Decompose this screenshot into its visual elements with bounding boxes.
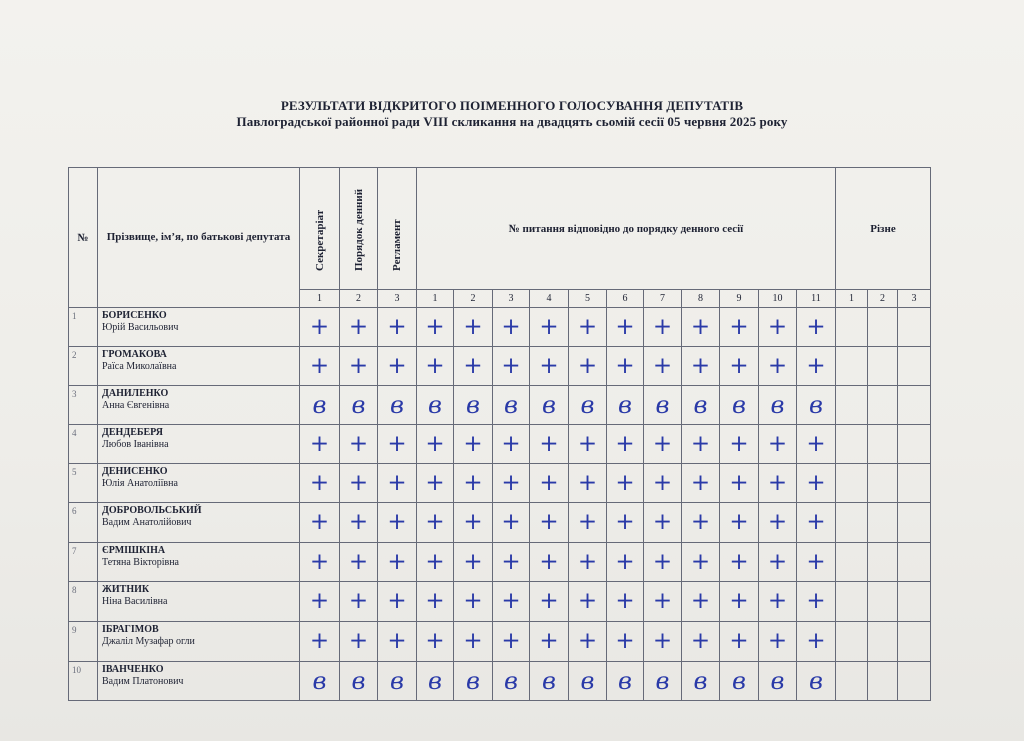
- misc-vote-cell: [898, 543, 931, 582]
- vote-mark: +: [797, 503, 836, 543]
- deputy-given-names: Джаліл Музафар огли: [102, 636, 195, 647]
- deputy-name: [98, 503, 300, 543]
- vote-mark: +: [493, 543, 530, 582]
- vote-mark: +: [530, 464, 569, 503]
- deputy-given-names: Ніна Василівна: [102, 596, 168, 607]
- misc-vote-cell: [836, 308, 868, 347]
- misc-vote-cell: [898, 425, 931, 464]
- vote-mark: в: [569, 662, 607, 701]
- subheader-procedural-3: 3: [378, 290, 417, 308]
- misc-vote-cell: [898, 582, 931, 622]
- misc-vote-cell: [898, 622, 931, 662]
- vote-mark: +: [569, 425, 607, 464]
- deputy-surname: ІБРАГІМОВ: [102, 624, 159, 635]
- vote-mark: +: [797, 347, 836, 386]
- vote-mark: в: [417, 386, 454, 425]
- deputy-surname: ДАНИЛЕНКО: [102, 388, 169, 399]
- subheader-misc-2: 2: [868, 290, 898, 308]
- misc-vote-cell: [836, 425, 868, 464]
- deputy-given-names: Раїса Миколаївна: [102, 361, 177, 372]
- table-row: [69, 308, 931, 347]
- deputy-surname: ДЕНИСЕНКО: [102, 466, 168, 477]
- vote-mark: +: [682, 308, 720, 347]
- vote-mark: +: [797, 308, 836, 347]
- vote-mark: +: [759, 543, 797, 582]
- vote-mark: +: [720, 582, 759, 622]
- vote-mark: +: [378, 543, 417, 582]
- header-secretariat-label: Секретаріат: [313, 209, 326, 271]
- deputy-surname: ЄРМІШКІНА: [102, 545, 166, 556]
- vote-mark: в: [759, 386, 797, 425]
- deputy-given-names: Тетяна Вікторівна: [102, 557, 179, 568]
- deputy-surname: ІВАНЧЕНКО: [102, 664, 164, 675]
- vote-mark: в: [454, 386, 493, 425]
- row-number: 4: [69, 425, 98, 464]
- vote-mark: +: [720, 503, 759, 543]
- vote-mark: +: [607, 347, 644, 386]
- vote-mark: +: [454, 308, 493, 347]
- row-number: 2: [69, 347, 98, 386]
- table-row: [69, 543, 931, 582]
- deputy-given-names: Вадим Анатолійович: [102, 517, 192, 528]
- vote-mark: +: [569, 308, 607, 347]
- misc-vote-cell: [868, 347, 898, 386]
- subheader-misc-3: 3: [898, 290, 931, 308]
- table-row: [69, 386, 931, 425]
- vote-mark: +: [454, 425, 493, 464]
- row-number: 6: [69, 503, 98, 543]
- header-agenda-items: № питання відповідно до порядку денного сесії: [417, 168, 836, 290]
- subheader-item-5: 5: [569, 290, 607, 308]
- vote-mark: в: [759, 662, 797, 701]
- misc-vote-cell: [898, 464, 931, 503]
- vote-mark: в: [493, 662, 530, 701]
- deputy-name: [98, 425, 300, 464]
- subheader-misc-1: 1: [836, 290, 868, 308]
- vote-mark: +: [454, 582, 493, 622]
- vote-mark: +: [340, 464, 378, 503]
- vote-mark: +: [340, 622, 378, 662]
- row-number: 3: [69, 386, 98, 425]
- subheader-item-4: 4: [530, 290, 569, 308]
- vote-mark: +: [300, 464, 340, 503]
- subheader-item-6: 6: [607, 290, 644, 308]
- vote-mark: +: [530, 622, 569, 662]
- vote-mark: +: [569, 464, 607, 503]
- header-agenda: [340, 168, 378, 290]
- vote-mark: +: [682, 464, 720, 503]
- vote-mark: +: [759, 464, 797, 503]
- vote-mark: +: [644, 582, 682, 622]
- misc-vote-cell: [898, 662, 931, 701]
- vote-mark: +: [454, 543, 493, 582]
- vote-mark: +: [569, 543, 607, 582]
- vote-mark: в: [300, 386, 340, 425]
- header-misc: Різне: [836, 168, 931, 290]
- vote-mark: +: [720, 622, 759, 662]
- header-row: [69, 168, 931, 290]
- subheader-procedural-2: 2: [340, 290, 378, 308]
- vote-mark: +: [493, 308, 530, 347]
- vote-mark: +: [417, 582, 454, 622]
- vote-mark: +: [720, 464, 759, 503]
- vote-mark: +: [378, 503, 417, 543]
- vote-mark: +: [797, 425, 836, 464]
- vote-mark: +: [454, 622, 493, 662]
- deputy-given-names: Любов Іванівна: [102, 439, 169, 450]
- vote-mark: +: [682, 503, 720, 543]
- deputy-given-names: Юлія Анатоліївна: [102, 478, 178, 489]
- vote-mark: +: [300, 347, 340, 386]
- vote-mark: в: [682, 662, 720, 701]
- misc-vote-cell: [836, 582, 868, 622]
- vote-mark: в: [797, 386, 836, 425]
- vote-mark: +: [682, 582, 720, 622]
- misc-vote-cell: [898, 386, 931, 425]
- header-agenda-label: Порядок денний: [352, 188, 365, 271]
- header-name: Прізвище, ім’я, по батькові депутата: [98, 168, 300, 308]
- vote-mark: +: [644, 464, 682, 503]
- deputy-given-names: Вадим Платонович: [102, 676, 184, 687]
- vote-mark: +: [530, 308, 569, 347]
- deputy-name: [98, 386, 300, 425]
- header-number: №: [69, 168, 98, 308]
- vote-mark: +: [644, 543, 682, 582]
- vote-mark: +: [530, 543, 569, 582]
- vote-mark: +: [797, 622, 836, 662]
- vote-mark: +: [720, 308, 759, 347]
- vote-mark: +: [417, 425, 454, 464]
- misc-vote-cell: [836, 622, 868, 662]
- vote-mark: +: [300, 308, 340, 347]
- vote-mark: в: [493, 386, 530, 425]
- subheader-item-1: 1: [417, 290, 454, 308]
- misc-vote-cell: [836, 503, 868, 543]
- vote-mark: в: [340, 386, 378, 425]
- vote-mark: +: [300, 582, 340, 622]
- row-number: 8: [69, 582, 98, 622]
- vote-mark: +: [454, 503, 493, 543]
- deputy-name: [98, 543, 300, 582]
- subheader-item-11: 11: [797, 290, 836, 308]
- vote-mark: +: [417, 308, 454, 347]
- document-title: РЕЗУЛЬТАТИ ВІДКРИТОГО ПОІМЕННОГО ГОЛОСУВАННЯ ДЕПУТАТІВ: [280, 98, 744, 113]
- misc-vote-cell: [836, 386, 868, 425]
- voting-results-table: [68, 167, 931, 701]
- subheader-item-3: 3: [493, 290, 530, 308]
- vote-mark: +: [569, 582, 607, 622]
- vote-mark: +: [644, 503, 682, 543]
- vote-mark: в: [644, 386, 682, 425]
- vote-mark: +: [797, 582, 836, 622]
- deputy-surname: ДОБРОВОЛЬСЬКИЙ: [102, 505, 202, 516]
- row-number: 5: [69, 464, 98, 503]
- vote-mark: в: [378, 386, 417, 425]
- misc-vote-cell: [868, 582, 898, 622]
- deputy-name: [98, 308, 300, 347]
- vote-mark: в: [530, 662, 569, 701]
- vote-mark: +: [530, 582, 569, 622]
- vote-mark: +: [644, 347, 682, 386]
- deputy-name: [98, 582, 300, 622]
- vote-mark: +: [682, 347, 720, 386]
- misc-vote-cell: [836, 543, 868, 582]
- vote-mark: +: [759, 425, 797, 464]
- vote-mark: +: [607, 425, 644, 464]
- vote-mark: в: [682, 386, 720, 425]
- vote-mark: +: [493, 622, 530, 662]
- table-row: [69, 347, 931, 386]
- vote-mark: +: [720, 425, 759, 464]
- vote-mark: +: [417, 622, 454, 662]
- vote-mark: +: [417, 543, 454, 582]
- vote-mark: +: [607, 308, 644, 347]
- vote-mark: +: [569, 347, 607, 386]
- vote-mark: в: [454, 662, 493, 701]
- vote-mark: +: [493, 425, 530, 464]
- table-row: [69, 582, 931, 622]
- vote-mark: +: [644, 622, 682, 662]
- vote-mark: +: [682, 543, 720, 582]
- vote-mark: +: [682, 622, 720, 662]
- vote-mark: +: [569, 503, 607, 543]
- row-number: 7: [69, 543, 98, 582]
- misc-vote-cell: [898, 308, 931, 347]
- subheader-item-2: 2: [454, 290, 493, 308]
- vote-mark: +: [417, 464, 454, 503]
- row-number: 1: [69, 308, 98, 347]
- vote-mark: +: [607, 622, 644, 662]
- vote-mark: в: [378, 662, 417, 701]
- vote-mark: +: [493, 464, 530, 503]
- vote-mark: +: [340, 347, 378, 386]
- vote-mark: +: [759, 582, 797, 622]
- table-row: [69, 622, 931, 662]
- table-row: [69, 662, 931, 701]
- table-row: [69, 503, 931, 543]
- deputy-name: [98, 622, 300, 662]
- vote-mark: +: [720, 543, 759, 582]
- vote-mark: +: [720, 347, 759, 386]
- deputy-surname: ГРОМАКОВА: [102, 349, 167, 360]
- subheader-procedural-1: 1: [300, 290, 340, 308]
- vote-mark: +: [759, 503, 797, 543]
- vote-mark: +: [607, 503, 644, 543]
- vote-mark: +: [607, 464, 644, 503]
- header-regulations-label: Регламент: [391, 219, 403, 271]
- vote-mark: +: [454, 464, 493, 503]
- vote-mark: +: [493, 582, 530, 622]
- vote-mark: +: [759, 347, 797, 386]
- vote-mark: +: [378, 622, 417, 662]
- vote-mark: +: [300, 503, 340, 543]
- vote-mark: +: [378, 425, 417, 464]
- misc-vote-cell: [868, 662, 898, 701]
- misc-vote-cell: [868, 425, 898, 464]
- misc-vote-cell: [898, 503, 931, 543]
- vote-mark: +: [378, 308, 417, 347]
- vote-mark: +: [797, 543, 836, 582]
- vote-mark: +: [340, 543, 378, 582]
- misc-vote-cell: [836, 464, 868, 503]
- vote-mark: +: [493, 347, 530, 386]
- vote-mark: в: [417, 662, 454, 701]
- table-row: [69, 464, 931, 503]
- misc-vote-cell: [836, 347, 868, 386]
- deputy-surname: ДЕНДЕБЕРЯ: [102, 427, 163, 438]
- vote-mark: +: [454, 347, 493, 386]
- misc-vote-cell: [836, 662, 868, 701]
- deputy-surname: БОРИСЕНКО: [102, 310, 167, 321]
- vote-mark: +: [417, 503, 454, 543]
- row-number: 10: [69, 662, 98, 701]
- vote-mark: +: [340, 308, 378, 347]
- table-row: [69, 425, 931, 464]
- vote-mark: +: [682, 425, 720, 464]
- vote-mark: +: [797, 464, 836, 503]
- subheader-item-10: 10: [759, 290, 797, 308]
- vote-mark: +: [607, 582, 644, 622]
- vote-mark: в: [797, 662, 836, 701]
- vote-mark: в: [720, 386, 759, 425]
- vote-mark: +: [759, 308, 797, 347]
- vote-mark: +: [530, 503, 569, 543]
- vote-mark: +: [378, 582, 417, 622]
- vote-mark: +: [378, 464, 417, 503]
- vote-mark: +: [300, 543, 340, 582]
- vote-mark: в: [607, 386, 644, 425]
- subheader-item-9: 9: [720, 290, 759, 308]
- misc-vote-cell: [868, 622, 898, 662]
- misc-vote-cell: [868, 543, 898, 582]
- misc-vote-cell: [868, 308, 898, 347]
- header-secretariat: [300, 168, 340, 290]
- vote-mark: +: [378, 347, 417, 386]
- vote-mark: +: [300, 425, 340, 464]
- row-number: 9: [69, 622, 98, 662]
- deputy-surname: ЖИТНИК: [102, 584, 150, 595]
- deputy-given-names: Юрій Васильович: [102, 322, 179, 333]
- misc-vote-cell: [868, 464, 898, 503]
- vote-mark: +: [340, 425, 378, 464]
- vote-mark: в: [720, 662, 759, 701]
- vote-mark: в: [530, 386, 569, 425]
- subheader-item-8: 8: [682, 290, 720, 308]
- vote-mark: +: [530, 425, 569, 464]
- vote-mark: +: [759, 622, 797, 662]
- vote-mark: +: [569, 622, 607, 662]
- vote-mark: +: [340, 503, 378, 543]
- vote-mark: +: [644, 308, 682, 347]
- vote-mark: в: [340, 662, 378, 701]
- vote-mark: в: [569, 386, 607, 425]
- document-subtitle: Павлоградської районної ради VIII скликання на двадцять сьомій сесії 05 червня 2025 року: [236, 114, 788, 129]
- vote-mark: +: [493, 503, 530, 543]
- vote-mark: +: [300, 622, 340, 662]
- deputy-name: [98, 464, 300, 503]
- vote-mark: +: [340, 582, 378, 622]
- misc-vote-cell: [868, 503, 898, 543]
- subheader-item-7: 7: [644, 290, 682, 308]
- vote-mark: в: [607, 662, 644, 701]
- vote-mark: +: [417, 347, 454, 386]
- deputy-name: [98, 662, 300, 701]
- deputy-given-names: Анна Євгенівна: [102, 400, 170, 411]
- deputy-name: [98, 347, 300, 386]
- vote-mark: в: [644, 662, 682, 701]
- misc-vote-cell: [898, 347, 931, 386]
- vote-mark: +: [607, 543, 644, 582]
- misc-vote-cell: [868, 386, 898, 425]
- header-regulations: [378, 168, 417, 290]
- vote-mark: в: [300, 662, 340, 701]
- vote-mark: +: [530, 347, 569, 386]
- vote-mark: +: [644, 425, 682, 464]
